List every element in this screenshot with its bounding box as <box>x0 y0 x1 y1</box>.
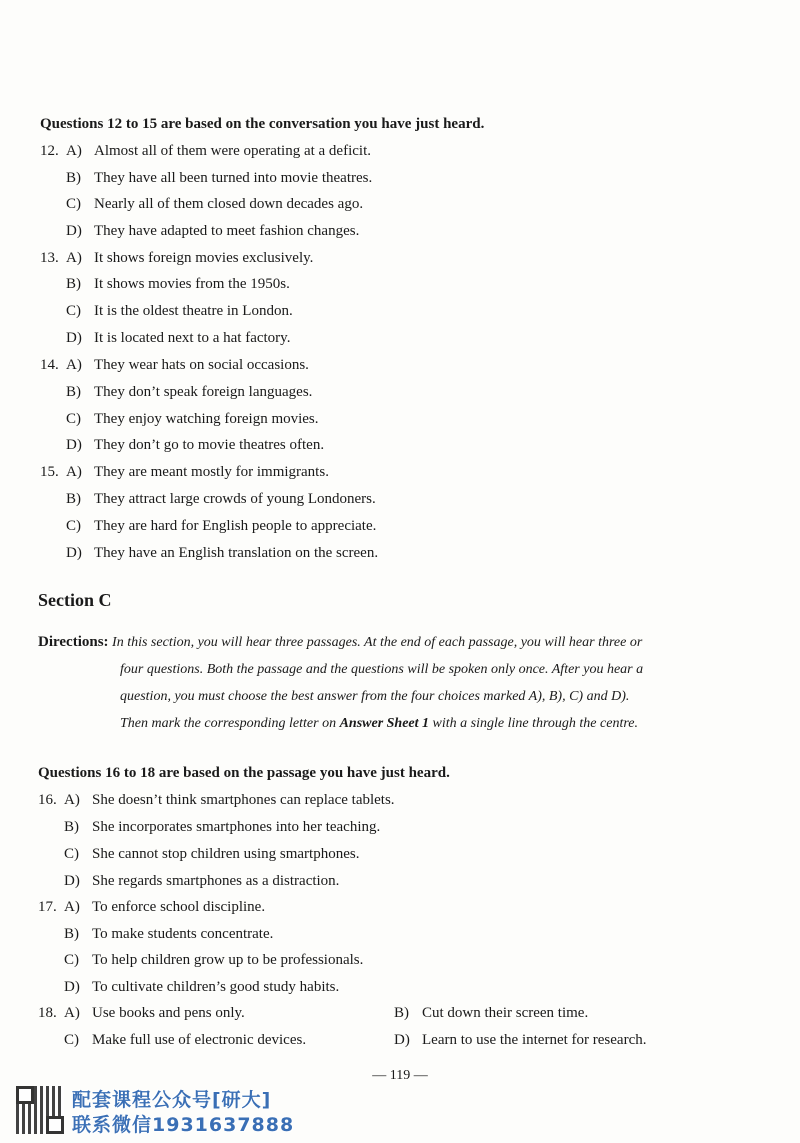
directions-line: four questions. Both the passage and the questions will be spoken only once. After you hear a <box>120 662 644 677</box>
option: A) Use books and pens only. <box>64 1005 245 1021</box>
option: A) To enforce school discipline. <box>64 899 266 915</box>
question-number: 18. <box>38 1005 57 1021</box>
question-number: 16. <box>38 792 57 808</box>
page-number: — 119 — <box>372 1068 428 1083</box>
directions-label: Directions: <box>38 634 109 650</box>
question-number: 15. <box>40 464 59 480</box>
directions <box>38 629 738 737</box>
option: A) It shows foreign movies exclusively. <box>66 250 314 266</box>
directions-line: In this section, you will hear three passages. At the end of each passage, you will hear three or <box>112 635 643 650</box>
option: C) Make full use of electronic devices. <box>64 1032 307 1048</box>
exam-page: Questions 12 to 15 are based on the conversation you have just heard. 12. A) Almost all of them were operating at a deficit. B) They have all been turned into movie theatres. C) Nearly all of them closed down decades ago. D) They have adapted to meet fashion changes. 13. A) It shows foreign movies exclusively. B) It shows movies from the 1950s. C) It is the oldest theatre in London. D) It is located next to a hat factory. 14. A) They wear hats on social occasions. B) They don’t speak foreign languages. C) They enjoy watching foreign movies. D) They don’t go to movie theatres often. 15. A) They are meant mostly for immigrants. B) They attract large crowds of young Londoners. C) They are hard for English people to appreciate. D) They have an English translation on the screen. Section C Directions: In this section, you will hear three passages. At the end of each passage, you will hear three or four questions. Both the passage and the questions will be spoken only once. After you hear a question, you must choose the best answer from the four choices marked A), B), C) and D). Then mark the corresponding letter on Answer Sheet 1 with a single line through the centre. Questions 16 to 18 are based on the passage you have just heard. 16. A) She doesn’t think smartphones can replace tablets. B) She incorporates smartphones into her teaching. C) She cannot stop children using smartphones. D) She regards smartphones as a distraction. 17. A) To enforce school discipline. B) To make students concentrate. C) To help children grow up to be professionals. D) To cultivate children’s good study habits. 18. A) Use books and pens only. B) Cut down their screen time. C) Make full use of electronic devices. D) Learn to use the internet for research. — 119 — 配套课程公众号[研大] 联系微信1931637888 <box>0 0 800 1143</box>
directions-line: question, you must choose the best answer from the four choices marked A), B), C) and D). <box>120 689 630 704</box>
question-number: 13. <box>40 250 59 266</box>
answer-sheet-label: Answer Sheet 1 <box>339 716 430 731</box>
option: D) Learn to use the internet for research. <box>394 1032 647 1048</box>
option: B) Cut down their screen time. <box>394 1005 589 1021</box>
option: A) They are meant mostly for immigrants. <box>66 464 329 480</box>
qr-code-icon <box>16 1086 64 1134</box>
question-number: 14. <box>40 357 59 373</box>
directions-line: Then mark the corresponding letter on Answer Sheet 1 with a single line through the centre. <box>120 716 638 731</box>
option: A) Almost all of them were operating at a deficit. <box>66 143 371 159</box>
watermark-line: 联系微信1931637888 <box>72 1114 295 1136</box>
watermark-footer <box>8 1082 318 1138</box>
section-title: Section C <box>38 590 112 610</box>
question-number: 12. <box>40 143 59 159</box>
option: A) They wear hats on social occasions. <box>66 357 309 373</box>
group-title: Questions 12 to 15 are based on the conversation you have just heard. <box>40 116 485 132</box>
option: A) She doesn’t think smartphones can replace tablets. <box>64 792 395 808</box>
watermark-line: 配套课程公众号[研大] <box>72 1089 272 1111</box>
question-number: 17. <box>38 899 57 915</box>
group-title: Questions 16 to 18 are based on the passage you have just heard. <box>38 765 450 781</box>
